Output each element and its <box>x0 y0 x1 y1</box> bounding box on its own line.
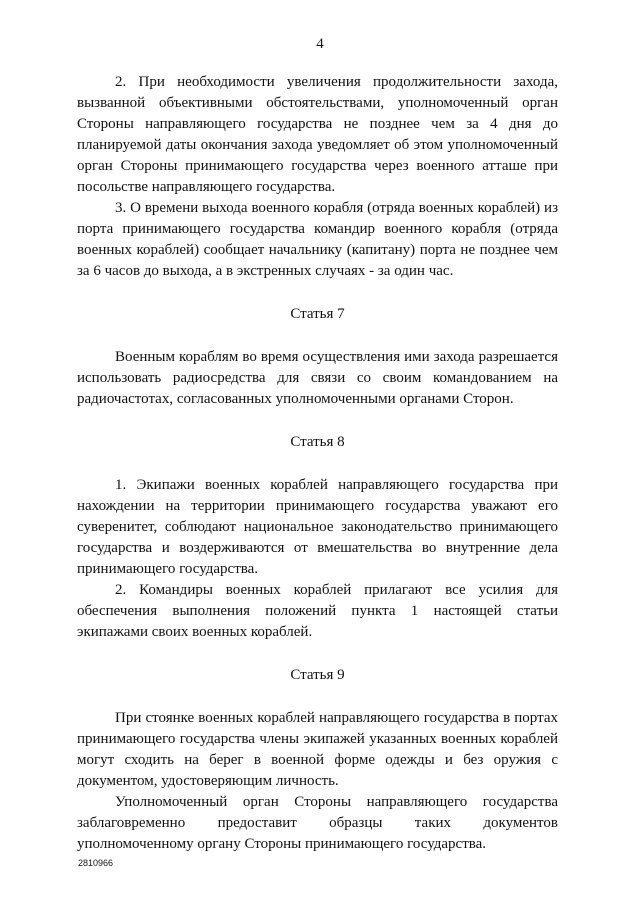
page-number: 4 <box>316 36 324 52</box>
article-8-paragraph-1: 1. Экипажи военных кораблей направляющего государства при нахождении на территории принимающего государства уважают его суверенитет, соблюдают национальное законодательство принимающего государства и воздерживаются от вмешательства во внутренние дела принимающего государства. <box>77 477 558 577</box>
article-7-paragraph: Военным кораблям во время осуществления ими захода разрешается использовать радиосредства для связи со своим командованием на радиочастотах, согласованных уполномоченными органами Сторон. <box>77 349 558 407</box>
paragraph-3-departure: 3. О времени выхода военного корабля (отряда военных кораблей) из порта принимающего государства командир военного корабля (отряда военных кораблей) сообщает начальнику (капитану) порта не позднее чем за 6 часов до выхода, а в экстренных случаях - за один час. <box>77 200 558 279</box>
article-8-title: Статья 8 <box>290 434 345 450</box>
paragraph-2-extension: 2. При необходимости увеличения продолжительности захода, вызванной объективными обстоятельствами, уполномоченный орган Стороны направляющего государства не позднее чем за 4 дня до планируемой даты окончания захода уведомляет об этом уполномоченный орган Стороны принимающего государства через военного атташе при посольстве направляющего государства. <box>77 74 558 195</box>
article-9-title: Статья 9 <box>290 667 345 683</box>
document-body <box>77 72 558 855</box>
article-9-paragraph-2: Уполномоченный орган Стороны направляющего государства заблаговременно предоставит образцы таких документов уполномоченному органу Стороны принимающего государства. <box>77 794 558 852</box>
document-code: 2810966 <box>78 858 114 868</box>
article-7-title: Статья 7 <box>290 306 345 322</box>
article-8-paragraph-2: 2. Командиры военных кораблей прилагают все усилия для обеспечения выполнения положений пункта 1 настоящей статьи экипажами своих военных кораблей. <box>77 582 558 640</box>
article-9-paragraph-1: При стоянке военных кораблей направляющего государства в портах принимающего государства члены экипажей указанных военных кораблей могут сходить на берег в военной форме одежды и без оружия с документом, удостоверяющим личность. <box>77 710 558 789</box>
